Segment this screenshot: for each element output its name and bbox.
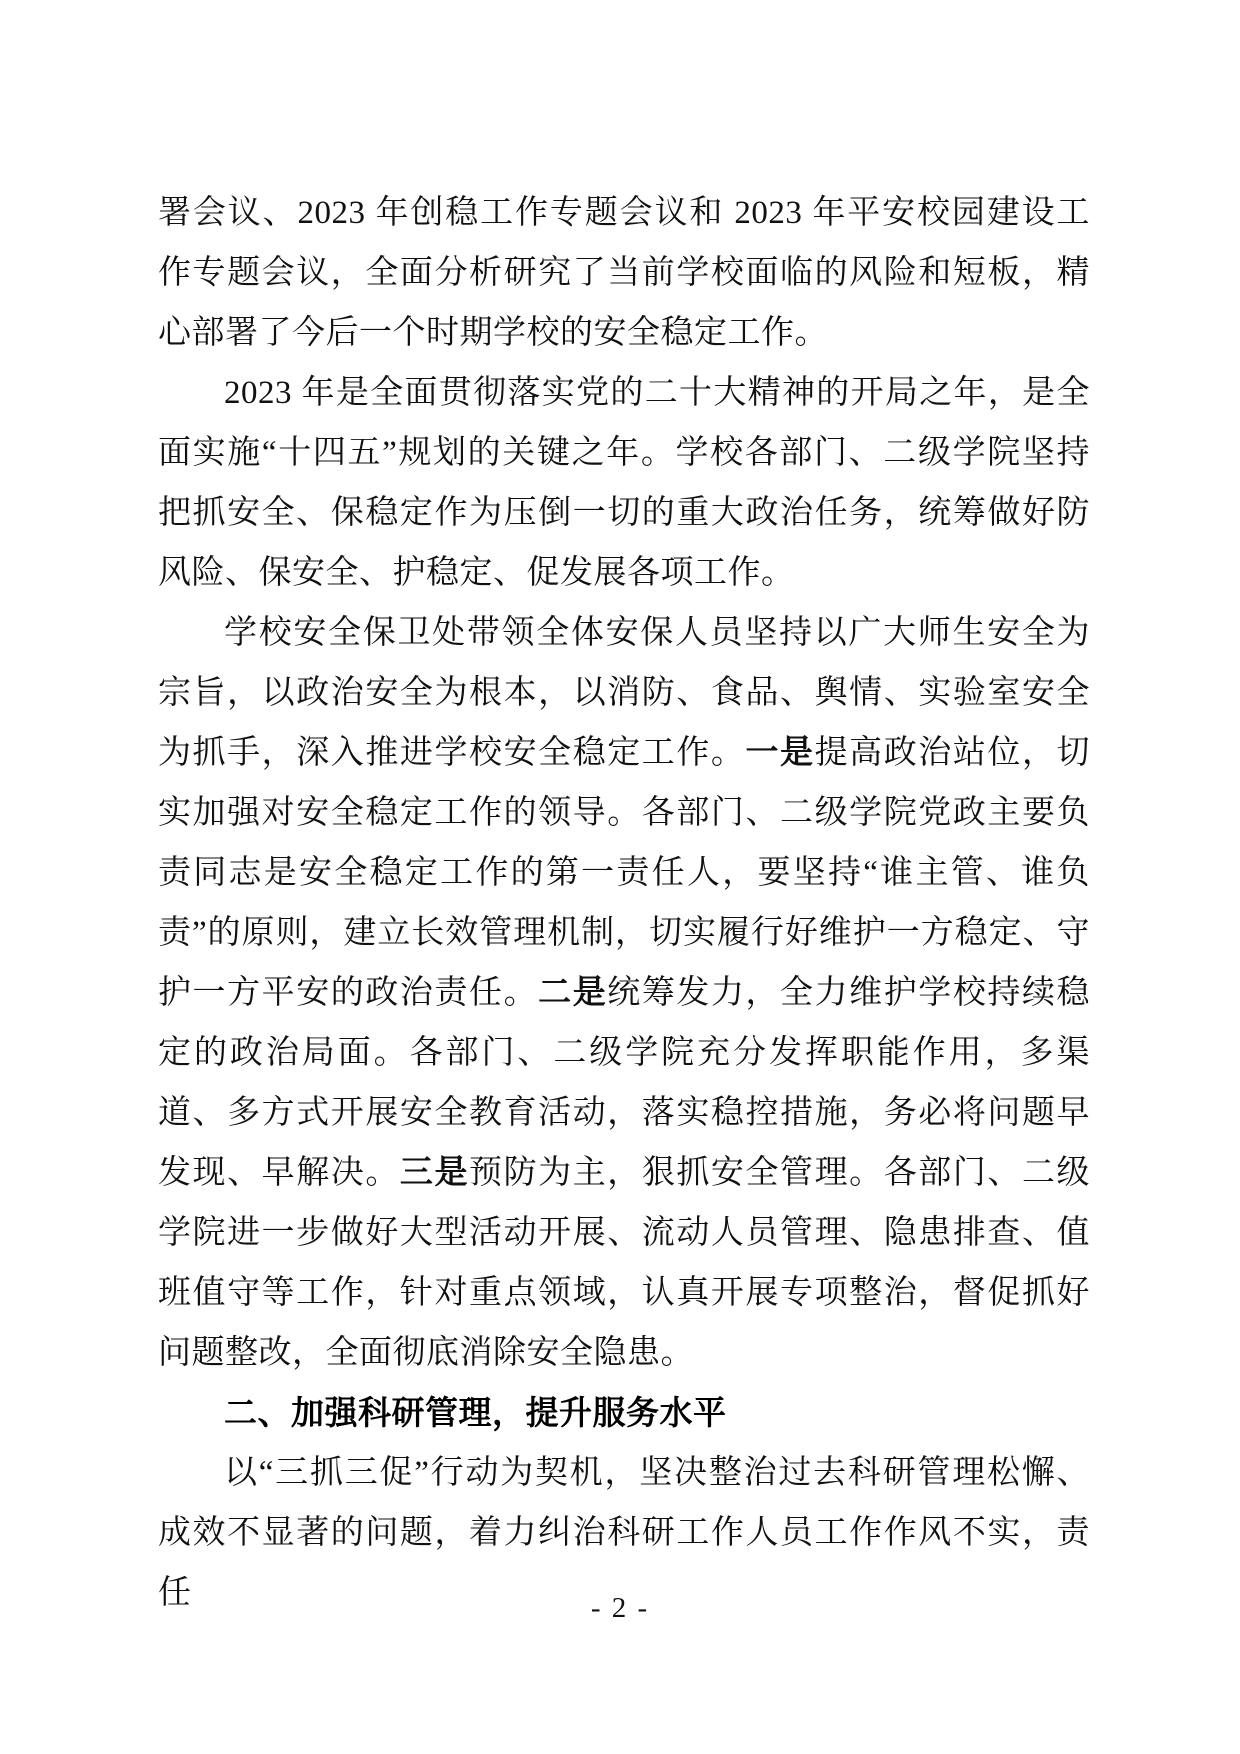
security-text-1: 学校安全保卫处带领全体安保人员坚持以广大师生安全为宗旨，以政治安全为根本，以消防、食品、舆情、实验室安全为抓手，深入推进学校安全稳定工作。 (158, 615, 1090, 771)
security-text-3: 统筹发力，全力维护学校持续稳定的政治局面。各部门、二级学院充分发挥职能作用，多渠道、多方式开展安全教育活动，落实稳控措施，务必将问题早发现、早解决。 (158, 975, 1091, 1191)
bold-point-two: 二是 (538, 975, 608, 1011)
bold-point-one: 一是 (745, 735, 815, 771)
paragraph-2023-overview: 2023 年是全面贯彻落实党的二十大精神的开局之年，是全面实施“十四五”规划的关键之年。学校各部门、二级学院坚持把抓安全、保稳定作为压倒一切的重大政治任务，统筹做好防风险、保安全、护稳定、促发展各项工作。 (158, 375, 1090, 591)
paragraph-security-work (158, 603, 1090, 1383)
security-text-2: 提高政治站位，切实加强对安全稳定工作的领导。各部门、二级学院党政主要负责同志是安全稳定工作的第一责任人，要坚持“谁主管、谁负责”的原则，建立长效管理机制，切实履行好维护一方稳定、守护一方平安的政治责任。 (158, 735, 1091, 1011)
section-heading-research: 二、加强科研管理，提升服务水平 (224, 1394, 727, 1431)
document-body (158, 183, 1090, 1623)
security-text-4: 预防为主，狠抓安全管理。各部门、二级学院进一步做好大型活动开展、流动人员管理、隐患排查、值班值守等工作，针对重点领域，认真开展专项整治，督促抓好问题整改，全面彻底消除安全隐患。 (158, 1155, 1091, 1371)
bold-point-three: 三是 (399, 1155, 470, 1191)
paragraph-research-management: 以“三抓三促”行动为契机，坚决整治过去科研管理松懈、成效不显著的问题，着力纠治科研工作人员工作作风不实，责任 (158, 1455, 1090, 1611)
paragraph-continuation: 署会议、2023 年创稳工作专题会议和 2023 年平安校园建设工作专题会议，全面分析研究了当前学校面临的风险和短板，精心部署了今后一个时期学校的安全稳定工作。 (158, 195, 1091, 351)
page-number: - 2 - (590, 1592, 650, 1624)
